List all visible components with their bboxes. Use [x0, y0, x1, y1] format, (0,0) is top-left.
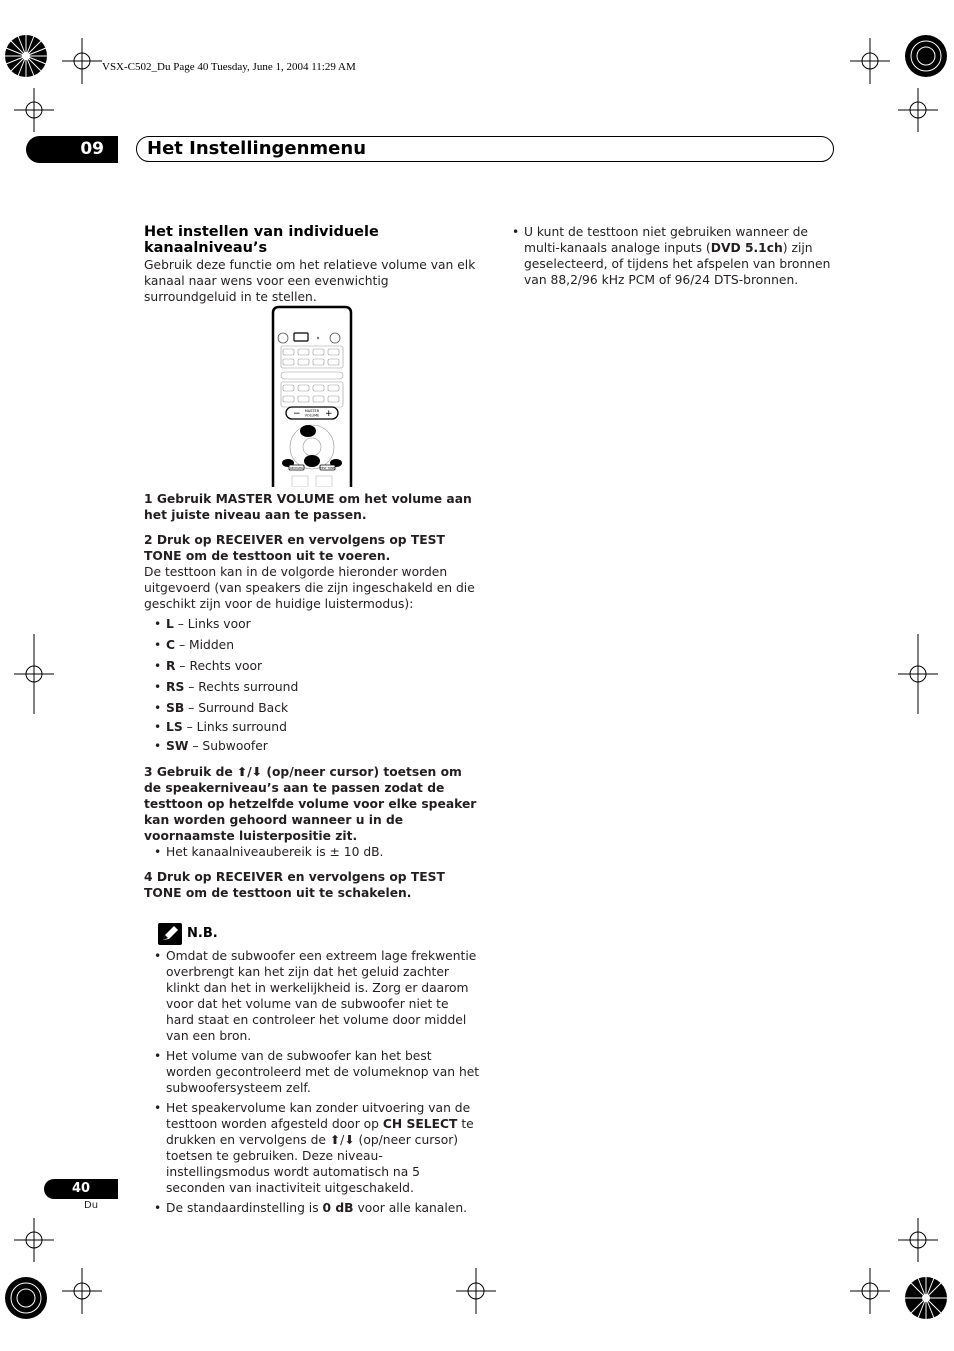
- crosshair-mark: [14, 1218, 54, 1262]
- print-info-line: VSX-C502_Du Page 40 Tuesday, June 1, 2004 11:29 AM: [102, 61, 356, 73]
- steps-column: [144, 491, 480, 901]
- crosshair-mark: [62, 1268, 102, 1314]
- note-item: • De standaardinstelling is 0 dB voor alle kanalen.: [144, 1200, 480, 1216]
- registration-mark-top-right: [898, 30, 954, 90]
- language-code: Du: [84, 1200, 99, 1211]
- section-intro: Gebruik deze functie om het relatieve volume van elk kanaal naar wens voor een evenwichtig surroundgeluid in te stellen.: [144, 258, 476, 304]
- remote-master-label: MASTER: [304, 409, 320, 413]
- svg-text:−: −: [293, 409, 301, 419]
- channel-item: • SW – Subwoofer: [144, 738, 480, 754]
- channel-item: • R – Rechts voor: [144, 658, 480, 674]
- right-note-item: • U kunt de testtoon niet gebruiken wanneer de multi-kanaals analoge inputs (DVD 5.1ch) zijn geselecteerd, of tijdens het afspelen van bronnen van 88,2/96 kHz PCM of 96/24 DTS-bronnen.: [502, 224, 842, 288]
- pencil-note-icon: [158, 923, 182, 945]
- crosshair-mark: [14, 634, 54, 714]
- channel-item: • SB – Surround Back: [144, 700, 480, 716]
- registration-mark-top-left: [0, 30, 60, 90]
- crosshair-mark: [898, 634, 938, 714]
- registration-mark-bottom-left: [0, 1272, 60, 1332]
- note-item: • Omdat de subwoofer een extreem lage frekwentie overbrengt kan het zijn dat het geluid zachter klinkt dan het in werkelijkheid is. Zorg er daarom voor dat het volume van de subwoofer niet te hard staat en controleer het volume door middel van een bron.: [144, 948, 480, 1044]
- crosshair-mark: [62, 38, 102, 84]
- note-item: • Het volume van de subwoofer kan het best worden gecontroleerd met de volumeknop van het subwoofersysteem zelf.: [144, 1048, 480, 1096]
- remote-test-label: TEST TONE: [320, 467, 335, 470]
- remote-volume-label: VOLUME: [304, 413, 320, 418]
- note-item: • Het speakervolume kan zonder uitvoering van de testtoon worden afgesteld door op CH SELECT te drukken en vervolgens de ⬆/⬇ (op/neer cursor) toetsen te gebruiken. Deze niveau-instellingsmodus wordt automatisch na 5 seconden van inactiviteit uitgeschakeld.: [144, 1100, 480, 1196]
- note-title: N.B.: [187, 926, 218, 941]
- remote-receiver-label: RECEIVER: [290, 467, 303, 470]
- crosshair-mark: [850, 1268, 890, 1314]
- step-4: 4 Druk op RECEIVER en vervolgens op TEST TONE om de testtoon uit te schakelen.: [144, 870, 445, 900]
- note-list: [144, 948, 480, 1216]
- crosshair-mark: [850, 38, 890, 84]
- channel-item: • RS – Rechts surround: [144, 679, 480, 695]
- channel-item: • C – Midden: [144, 637, 480, 653]
- svg-text:+: +: [325, 409, 333, 419]
- crosshair-mark: [898, 88, 938, 132]
- left-column: [144, 224, 480, 305]
- right-column: [502, 224, 842, 288]
- remote-control-illustration: [270, 305, 354, 487]
- chapter-number-tab: 09: [26, 136, 118, 163]
- step-1: 1 Gebruik MASTER VOLUME om het volume aan het juiste niveau aan te passen.: [144, 492, 472, 522]
- page-number: 40: [44, 1179, 118, 1199]
- section-title: Het instellen van individuele kanaalniveau’s: [144, 224, 379, 256]
- chapter-title: Het Instellingenmenu: [136, 136, 834, 162]
- step-3-bullet: • Het kanaalniveaubereik is ± 10 dB.: [144, 844, 480, 860]
- registration-mark-bottom-right: [898, 1272, 954, 1332]
- crosshair-mark: [898, 1218, 938, 1262]
- step-2-body: De testtoon kan in de volgorde hieronder worden uitgevoerd (van speakers die zijn ingeschakeld en die geschikt zijn voor de huidige luistermodus):: [144, 565, 475, 611]
- step-3: 3 Gebruik de ⬆/⬇ (op/neer cursor) toetsen om de speakerniveau’s aan te passen zodat de testtoon op hetzelfde volume voor elke speaker kan worden gehoord wanneer u in de voornaamste luisterpositie zit.: [144, 765, 477, 843]
- step-2: 2 Druk op RECEIVER en vervolgens op TEST TONE om de testtoon uit te voeren.: [144, 533, 445, 563]
- channel-item: • LS – Links surround: [144, 719, 480, 735]
- channel-list: [144, 616, 480, 754]
- channel-item: • L – Links voor: [144, 616, 480, 632]
- crosshair-mark: [14, 88, 54, 132]
- crosshair-mark: [456, 1268, 496, 1314]
